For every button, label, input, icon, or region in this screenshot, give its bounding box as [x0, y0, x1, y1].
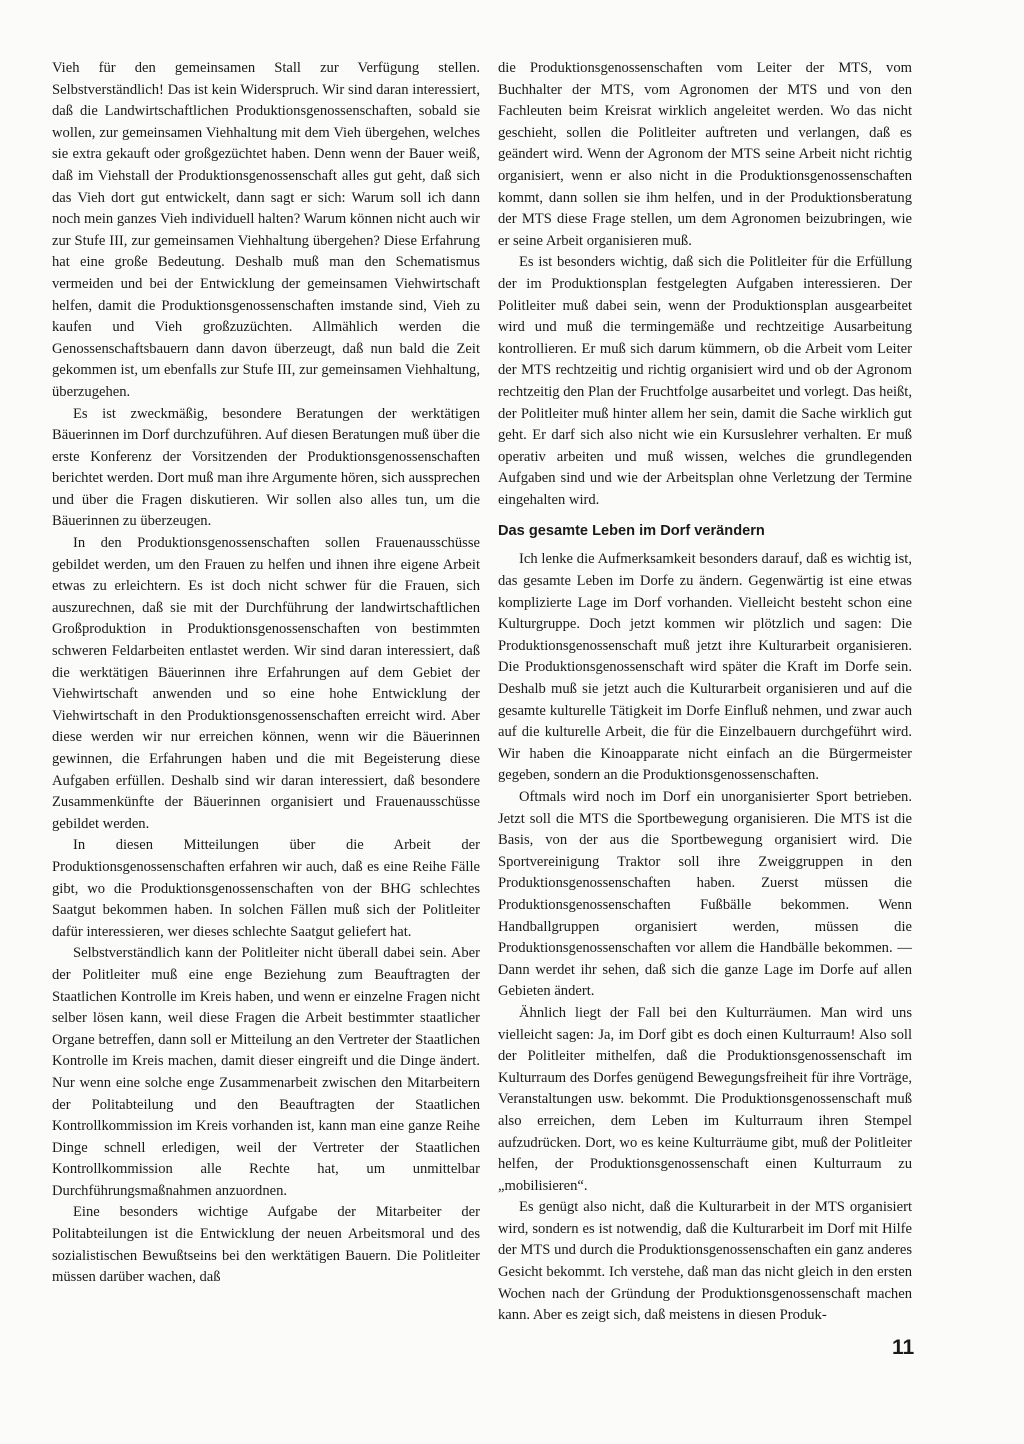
- paragraph: Es ist besonders wichtig, daß sich die Politleiter für die Erfüllung der im Produktionsplan festgelegten Aufgaben interessieren. Der Politleiter muß dabei sein, wenn der Produktionsplan ausgearbeitet wird und muß die termingemäße und rechtzeitige Ausarbeitung kontrollieren. Er muß sich darum kümmern, ob die Arbeit vom Leiter der MTS rechtzeitig und richtig organisiert wird und ob der Agronom rechtzeitig den Plan der Fruchtfolge ausarbeitet und vorlegt. Das heißt, der Politleiter muß hinter allem her sein, damit die Sache wirklich gut geht. Er darf sich also nicht wie ein Kursuslehrer verhalten. Er muß operativ arbeiten und muß wissen, welches die grundlegenden Aufgaben sind und wie der Arbeitsplan ohne Verletzung der Termine eingehalten wird.: [498, 254, 912, 508]
- right-text-column: [498, 58, 912, 1327]
- page-number: 11: [892, 1336, 915, 1359]
- paragraph: Eine besonders wichtige Aufgabe der Mitarbeiter der Politabteilungen ist die Entwicklung der neuen Arbeitsmoral und des sozialistischen Bewußtseins bei den werktätigen Bauern. Die Politleiter müssen darüber wachen, daß: [52, 1204, 480, 1286]
- left-text-column: [52, 58, 480, 1289]
- paragraph: Es genügt also nicht, daß die Kulturarbeit in der MTS organisiert wird, sondern es ist notwendig, daß die Kulturarbeit im Dorf mit Hilfe der MTS und durch die Produktionsgenossenschaften ein ganz anderes Gesicht bekommt. Ich verstehe, daß man das nicht gleich in den ersten Wochen nach der Gründung der Produktionsgenossenschaft machen kann. Aber es zeigt sich, daß meistens in diesen Produk-: [498, 1199, 912, 1324]
- paragraph: Ähnlich liegt der Fall bei den Kulturräumen. Man wird uns vielleicht sagen: Ja, im Dorf gibt es doch einen Kulturraum! Also soll der Politleiter mithelfen, daß die Produktionsgenossenschaft im Kulturraum des Dorfes genügend Bewegungsfreiheit für ihre Vorträge, Veranstaltungen usw. bekommt. Die Produktionsgenossenschaft muß also erreichen, dem Leben im Kulturraum ihren Stempel aufzudrücken. Dort, wo es keine Kulturräume gibt, muß der Politleiter helfen, der Produktionsgenossenschaft einen Kulturraum zu „mobilisieren“.: [498, 1004, 912, 1194]
- paragraph: Es ist zweckmäßig, besondere Beratungen der werktätigen Bäuerinnen im Dorf durchzuführen. Auf diesen Beratungen muß über die erste Konferenz der Vorsitzenden der Produktionsgenossenschaften berichtet werden. Dort muß man ihre Argumente hören, sich aussprechen und über die Fragen diskutieren. Wir sollen also alles tun, um die Bäuerinnen zu überzeugen.: [52, 405, 480, 530]
- paragraph: Oftmals wird noch im Dorf ein unorganisierter Sport betrieben. Jetzt soll die MTS die Sportbewegung organisieren. Die MTS ist die Basis, von der aus die Sportbewegung organisiert wird. Die Sportvereinigung Traktor soll ihre Zweiggruppen in den Produktionsgenossenschaften haben. Zuerst müssen die Produktionsgenossenschaften Fußbälle bekommen. Wenn Handballgruppen organisiert werden, müssen die Produktionsgenossenschaften vor allem die Handbälle bekommen. — Dann werdet ihr sehen, daß sich die ganze Lage im Dorfe auf allen Gebieten ändert.: [498, 789, 912, 1000]
- paragraph: In den Produktionsgenossenschaften sollen Frauenausschüsse gebildet werden, um den Frauen zu helfen und ihnen ihre eigene Arbeit etwas zu erleichtern. Es ist doch nicht schwer für die Frauen, sich auszurechnen, daß sie mit der Durchführung der landwirtschaftlichen Großproduktion in Produktionsgenossenschaften von bestimmten schweren Feldarbeiten entlastet werden. Wir sind daran interessiert, daß die werktätigen Bäuerinnen ihre Erfahrungen auf dem Gebiet der Viehwirtschaft anwenden und so eine hohe Entwicklung der Viehwirtschaft in den Produktionsgenossenschaften erreicht wird. Aber diese werden wir nur erreichen können, wenn wir die Bäuerinnen gewinnen, die Erfahrungen haben und die mit Begeisterung diese Aufgaben erfüllen. Deshalb sind wir daran interessiert, daß besondere Zusammenkünfte der Bäuerinnen organisiert und Frauenausschüsse gebildet werden.: [52, 535, 480, 832]
- paragraph: Vieh für den gemeinsamen Stall zur Verfügung stellen. Selbstverständlich! Das ist kein Widerspruch. Wir sind daran interessiert, daß die Landwirtschaftlichen Produktionsgenossenschaften, sobald sie wollen, zur gemeinsamen Viehhaltung mit dem Vieh übergehen, welches sie extra gekauft oder großgezüchtet haben. Denn wenn der Bauer weiß, daß im Viehstall der Produktionsgenossenschaft alles gut geht, daß sich das Vieh dort gut entwickelt, dann sagt er sich: Warum soll ich dann noch mein ganzes Vieh individuell halten? Warum können nicht auch wir zur Stufe III, zur gemeinsamen Viehhaltung übergehen? Diese Erfahrung hat eine große Bedeutung. Deshalb muß man den Schematismus vermeiden und bei der Entwicklung der gemeinsamen Viehwirtschaft helfen, damit die Produktionsgenossenschaften imstande sind, Vieh zu kaufen und Vieh großzuzüchten. Allmählich werden die Genossenschaftsbauern dann davon überzeugt, daß nun bald die Zeit gekommen ist, um ebenfalls zur Stufe III, zur gemeinsamen Viehhaltung, überzugehen.: [52, 60, 480, 400]
- paragraph: Selbstverständlich kann der Politleiter nicht überall dabei sein. Aber der Politleiter muß eine enge Beziehung zum Beauftragten der Staatlichen Kontrolle im Kreis haben, und wenn er einzelne Fragen nicht selber lösen kann, weil diese Fragen die Arbeit bestimmter staatlicher Organe betreffen, dann soll er Mitteilung an den Vertreter der Staatlichen Kontrolle im Kreis machen, damit dieser eingreift und die Dinge ändert. Nur wenn eine solche enge Zusammenarbeit zwischen den Mitarbeitern der Politabteilung und den Beauftragten der Staatlichen Kontrollkommission im Kreis vorhanden ist, kann man eine ganze Reihe Dinge schnell erledigen, weil der Vertreter der Staatlichen Kontrollkommission alle Rechte hat, um unmittelbar Durchführungsmaßnahmen anzuordnen.: [52, 945, 480, 1199]
- section-heading: Das gesamte Leben im Dorf verändern: [498, 523, 765, 540]
- paragraph: die Produktionsgenossenschaften vom Leiter der MTS, vom Buchhalter der MTS, vom Agronomen der MTS und von den Fachleuten beim Kreisrat wirklich angeleitet werden. Wo das nicht geschieht, sollen die Politleiter auftreten und verlangen, daß es geändert wird. Wenn der Agronom der MTS seine Arbeit nicht richtig organisiert, wenn er also nicht in die Produktionsgenossenschaften kommt, dann sollen sie ihm helfen, und in der Produktionsberatung der MTS diese Frage stellen, um dem Agronomen beizubringen, wie er seine Arbeit organisieren muß.: [498, 60, 912, 249]
- paragraph: Ich lenke die Aufmerksamkeit besonders darauf, daß es wichtig ist, das gesamte Leben im Dorfe zu ändern. Gegenwärtig ist eine etwas komplizierte Lage im Dorf vorhanden. Vielleicht besteht schon eine Kulturgruppe. Doch jetzt kommen wir plötzlich und sagen: Die Produktionsgenossenschaft muß jetzt ihre Kulturarbeit organisieren. Die Produktionsgenossenschaft wird später die Kraft im Dorfe sein. Deshalb muß sie jetzt auch die Kulturarbeit organisieren und auf die gesamte kulturelle Tätigkeit im Dorfe Einfluß nehmen, und zwar auch auf die kulturelle Arbeit, die für die Einzelbauern durchgeführt wird. Wir haben die Kinoapparate nicht einfach an die Bürgermeister gegeben, sondern an die Produktionsgenossenschaften.: [498, 551, 912, 784]
- paragraph: In diesen Mitteilungen über die Arbeit der Produktionsgenossenschaften erfahren wir auch, daß es eine Reihe Fälle gibt, wo die Produktionsgenossenschaften von der BHG schlechtes Saatgut bekommen haben. In solchen Fällen muß sich der Politleiter dafür interessieren, wer dieses schlechte Saatgut geliefert hat.: [52, 837, 480, 940]
